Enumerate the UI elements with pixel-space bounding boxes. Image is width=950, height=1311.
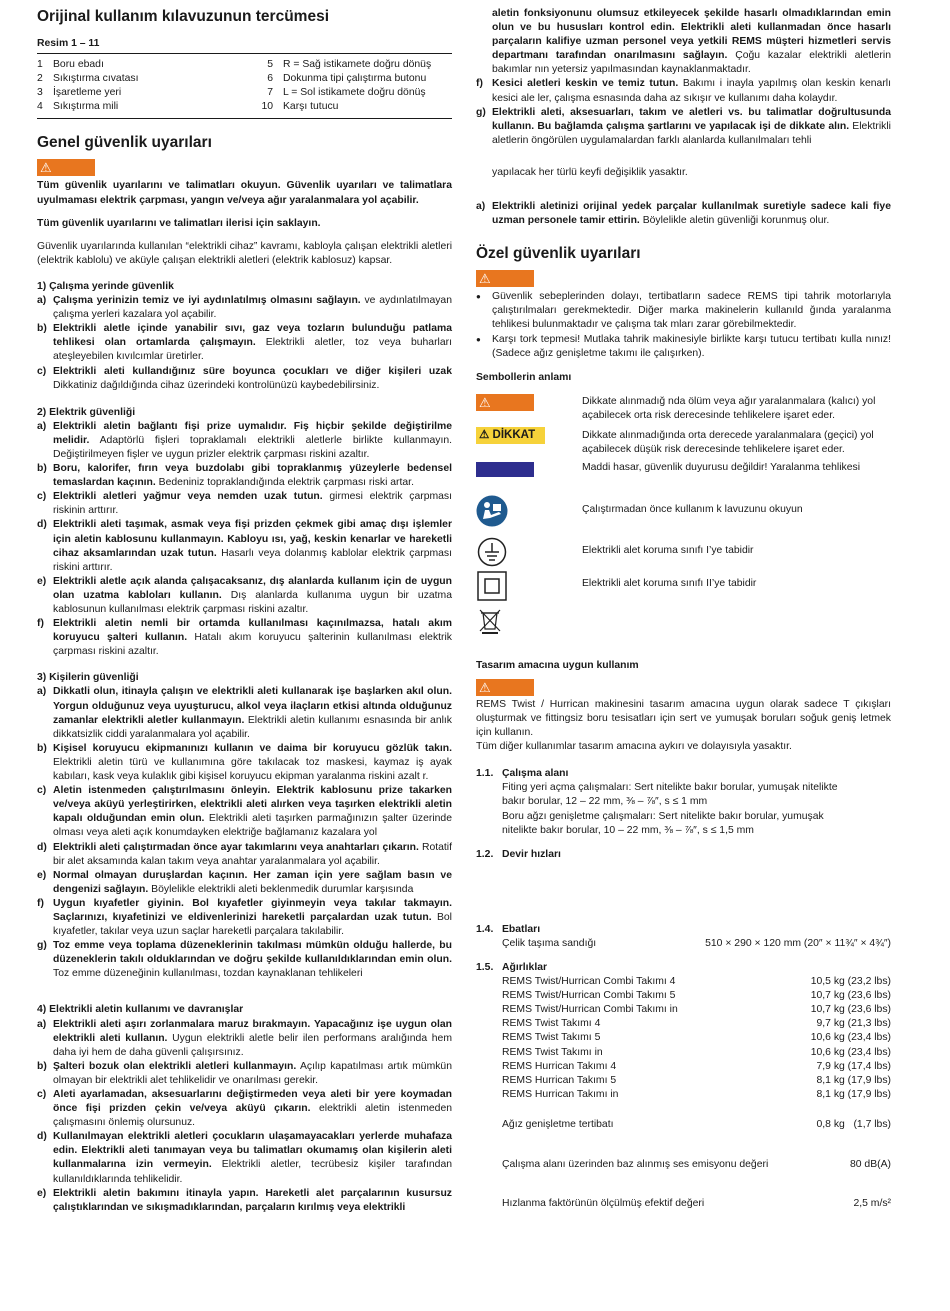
divider xyxy=(37,118,452,119)
item-text: Elektrikli aletin bakımını itinayla yapın. Hareketli alet parçalarının kusursuz çalıştıklarından ve sıkışmadıklarından, parçaların kırılmış veya elektrikli xyxy=(53,1187,452,1213)
spec-1-1: 1.1. Çalışma alanı Fiting yeri açma çalışmaları: Sert nitelikte bakır borular, yumuşak nitelikte bakır borular, 12 – 22 mm, ⅜ – ⅞″, s ≤ 1 mm Boru ağzı genişletme çalışmaları: Sert nitelikte bakır borular, yumuşak nitelikte bakır borular, 10 – 22 mm, ⅜ – ⅞″, s ≤ 1,5 mm xyxy=(476,767,891,837)
list-item xyxy=(476,200,891,228)
list-item xyxy=(37,462,452,490)
weights-table xyxy=(502,975,891,1102)
weight-row: REMS Twist Takımı 5 10,6 kg (23,4 lbs) xyxy=(502,1032,891,1044)
item-marker: e) xyxy=(37,575,47,587)
item-text: Elektrikli aleti taşımak, asmak veya fişi prizden çekmek gibi amaç dışı işlemler için aletin kablosunu kullanmayın. Kabloyu ısı, yağ, keskin kenarlar ve hareketli cihaz aksamlarından uzak tutun. Hasarlı veya dolanmış kablolar elektrik çarpması riskini arttırır. xyxy=(53,519,453,573)
item-marker: c) xyxy=(37,785,47,797)
weight-row: REMS Hurrican Takımı in 8,1 kg (17,9 lbs) xyxy=(502,1088,891,1100)
list-item xyxy=(37,869,452,897)
item-marker: b) xyxy=(37,463,47,475)
figure-legend-item: 4 Sıkıştırma mili xyxy=(37,101,119,113)
intended-use-text-2: Tüm diğer kullanımlar tasarım amacına aykırı ve dolayısıyla yasaktır. xyxy=(476,741,792,753)
right-items xyxy=(476,77,891,147)
symbol-row xyxy=(476,537,891,571)
list-item xyxy=(37,575,452,617)
spec-row: Çelik taşıma sandığı 510 × 290 × 120 mm (20″ × 11¾″ × 4¾″) xyxy=(502,937,891,949)
list-item xyxy=(476,106,891,148)
symbol-desc: Elektrikli alet koruma sınıfı II’ye tabidir xyxy=(582,577,757,589)
item-text: Aletin istenmeden çalıştırılmasını önleyin. Elektrik kablosunu prize takarken ve/veya aküyü yerleştirirken, elektrikli aleti alırken veya taşırken elektrikli aletin kapalı olduğundan emin olun. Elektrikli aleti taşırken parmağınızın şalter üzerinde olması veya aleti açık konumdayken elektriğe bağlamanız kazalara yol xyxy=(53,785,452,839)
item-marker: d) xyxy=(37,1131,47,1143)
general-intro-2: Tüm güvenlik uyarılarını ve talimatları ilerisi için saklayın. xyxy=(37,217,321,229)
divider xyxy=(37,53,452,54)
special-bullets xyxy=(476,290,891,360)
warning-icon: ⚠ xyxy=(479,679,491,695)
item-marker: a) xyxy=(37,420,47,432)
list-item xyxy=(37,617,452,659)
item-text: Elektrikli aletle açık alanda çalışacaksanız, dış alanlarda kullanım için de uygun olan uzatma kabloları kullanın. Dış alanlarda kullanıma uygun bir uzatma kablosunun kullanılması elektrik çarpması riskini azaltır. xyxy=(53,575,452,615)
item-text: Elektrikli aletle içinde yanabilir sıvı, gaz veya tozların bulunduğu patlama tehlikesi olan ortamlarda çalışmayın. Elektrikli aletler, toz veya buharları ateşleyebilen kıvılcımlar üretirler. xyxy=(53,323,452,363)
item-text: Toz emme veya toplama düzeneklerinin takılması mümkün olduğu hallerde, bu düzeneklerin takılı olduklarından ve doğru şekilde kullanıldıklarından emin olun. Toz emme düzeneğinin kullanılması, tozdan kaynaklanan tehlikeleri xyxy=(53,940,452,980)
weight-row: REMS Twist/Hurrican Combi Takımı in 10,7 kg (23,6 lbs) xyxy=(502,1004,891,1016)
item-text: Normal olmayan duruşlardan kaçının. Her zaman için yere sağlam basın ve dengenizi sağlayın. Böylelikle elektrikli aleti beklenmedik durumlar karşısında xyxy=(53,869,452,895)
item-marker: a) xyxy=(37,686,47,698)
symbol-row xyxy=(476,461,891,495)
symbol-row xyxy=(476,571,891,607)
list-item xyxy=(37,518,452,574)
continued-text: aletin fonksiyonunu olumsuz etkileyecek şekilde hasarlı olmadıklarından emin olun ve bu hususları kontrol edin. Elektrikli aleti kullanmadan önce hasarlı parçaların kalifiye uzman personel veya yetkili REMS müşteri hizmetleri servis departmanı tarafından onarılmasını sağlayın. Çoğu kazalar elektrikli aletlerin bakımlar nın yetersiz yapılmasından kaynaklanmaktadır. xyxy=(492,8,891,76)
special-safety-title: Özel güvenlik uyarıları xyxy=(476,245,641,263)
list-item xyxy=(37,742,452,784)
symbol-row xyxy=(476,607,891,637)
weight-row: REMS Hurrican Takımı 5 8,1 kg (17,9 lbs) xyxy=(502,1074,891,1086)
item-text: Kişisel koruyucu ekipmanınızı kullanın ve daima bir koruyucu gözlük takın. Elektrikli aletin türü ve kullanımına göre takılacak toz maskesi, kaymaz iş ayak kabıları, kask veya kulaklık gibi kişisel koruyucu ekipman yaralanma riskini azalt r. xyxy=(53,742,452,783)
item-text: Boru, kalorifer, fırın veya buzdolabı gibi topraklanmış yüzeylerle bedensel temaslardan kaçının. Bedeniniz topraklandığında elektrik çarpması riski artar. xyxy=(53,463,452,489)
list-item xyxy=(37,1187,452,1215)
list-item xyxy=(37,294,452,322)
spec-1-5: 1.5. Ağırlıklar REMS Twist/Hurrican Combi Takımı 4 10,5 kg (23,2 lbs) REMS Twist/Hurrican Combi Takımı 5 10,7 kg (23,6 lbs) REMS Twist/Hurrican Combi Takımı in 10,7 kg (23,6 lbs) REMS Twist Takımı 4 9,7 kg (21,3 lbs) REMS Twist Takımı 5 10,6 kg (23,4 lbs) REMS Twist Takımı in 10,6 kg (23,4 lbs) REMS Hurrican Takımı 4 7,9 kg (17,4 lbs) REMS Hurrican Takımı 5 8,1 kg (17,9 lbs) REMS Hurrican Takımı in 8,1 kg (17,9 lbs) Ağız genişletme tertibatı 0,8 kg (1,7 lbs) Çalışma alanı üzerinden baz alınmış ses emisyonu değeri 80 dB(A) Hızlanma faktörünün ölçülmüş efektif değeri 2,5 m/s² xyxy=(476,961,891,1211)
figure-legend-item: 7 L = Sol istikamete doğru dönüş xyxy=(267,87,426,99)
read-manual-icon xyxy=(476,495,508,527)
continued-line: yapılacak her türlü keyfi değişiklik yasaktır. xyxy=(492,166,688,178)
section-heading: 4) Elektrikli aletin kullanımı ve davranışlar xyxy=(37,1004,244,1016)
section-tool-use xyxy=(37,1003,452,1214)
item-text: Elektrikli aleti çalıştırmadan önce ayar takımlarını veya anahtarları çıkarın. Rotatif bir alet aksamında kalan takım veya anahtar yaralanmalara yol açabilir. xyxy=(53,841,453,867)
item-text: Şalteri bozuk olan elektrikli aletleri kullanmayın. Açılıp kapatılması artık mümkün olmayan bir elektrikli alet tehlikelidir ve onarılması gerekir. xyxy=(53,1060,452,1086)
item-marker: b) xyxy=(37,742,47,754)
weight-row: REMS Twist/Hurrican Combi Takımı 5 10,7 kg (23,6 lbs) xyxy=(502,990,891,1002)
section-heading: 1) Çalışma yerinde güvenlik xyxy=(37,280,174,292)
item-text: Elektrikli aleti kullandığınız süre boyunca çocukları ve diğer kişileri uzak Dikkatiniz dağıldığında cihaz üzerindeki kontrolünüzü kaybedebilirsiniz. xyxy=(53,365,452,391)
list-item xyxy=(37,1088,452,1130)
item-marker: f) xyxy=(37,897,44,909)
item-text: Uygun kıyafetler giyinin. Bol kıyafetler giyinmeyin veya takılar takmayın. Saçlarınızı, kıyafetinizi ve eldivenlerinizi hareketli parçalardan uzak tutun. Bol kıyafetler, takılar veya uzun saçlar hareketli parçalara takılabilir. xyxy=(53,897,452,938)
protection-class-2-icon xyxy=(477,571,507,601)
weight-row: REMS Twist Takımı in 10,6 kg (23,4 lbs) xyxy=(502,1046,891,1058)
weight-row: REMS Hurrican Takımı 4 7,9 kg (17,4 lbs) xyxy=(502,1060,891,1072)
item-marker: f) xyxy=(476,78,483,90)
spec-1-4-title: Ebatları xyxy=(502,923,541,935)
symbol-row xyxy=(476,495,891,537)
item-marker: b) xyxy=(37,323,47,335)
item-text: Çalışma yerinizin temiz ve iyi aydınlatılmış olmasını sağlayın. ve aydınlatılmayan çalışma yerleri kazalara yol açabilir. xyxy=(53,295,452,321)
weight-row: REMS Twist/Hurrican Combi Takımı 4 10,5 kg (23,2 lbs) xyxy=(502,976,891,988)
figure-legend-left xyxy=(37,58,247,114)
service-item xyxy=(476,200,891,228)
spec-line: Fiting yeri açma çalışmaları: Sert nitelikte bakır borular, yumuşak nitelikte xyxy=(502,782,838,794)
intended-use-text: REMS Twist / Hurrican makinesini tasarım amacına uygun olarak sadece T çıkışları oluşturmak ve fittingsiz boru tesisatları için sert ve yumuşak boruları soğuk geniş letmek için kullanın. xyxy=(476,698,891,739)
item-text: Elektrikli aleti aşırı zorlanmalara maruz bırakmayın. Yapacağınız işe uygun olan elektrikli aleti kullanın. Uygun elektrikli aletle belir ilen performans aralığında hem daha iyi hem de daha güvenli çalışırsınız. xyxy=(53,1018,452,1058)
caution-badge: ⚠ DİKKAT xyxy=(476,427,545,444)
spec-line: bakır borular, 12 – 22 mm, ⅜ – ⅞″, s ≤ 1 mm xyxy=(502,796,708,808)
symbol-desc: Dikkate alınmadığ nda ölüm veya ağır yaralanmalara (kalıcı) yol açabilecek orta risk derecesinde tehlikelere işaret eder. xyxy=(582,395,876,421)
page-title: Orijinal kullanım kılavuzunun tercümesi xyxy=(37,8,329,25)
list-item xyxy=(37,1130,452,1186)
spec-1-2: 1.2. Devir hızları xyxy=(476,848,891,862)
figure-legend-item: 3 İşaretleme yeri xyxy=(37,87,122,99)
symbols-title: Sembollerin anlamı xyxy=(476,371,572,383)
list-item xyxy=(37,365,452,393)
spec-1-1-title: Çalışma alanı xyxy=(502,768,569,780)
item-marker: a) xyxy=(37,295,47,307)
warning-badge xyxy=(476,679,891,697)
list-item xyxy=(37,1060,452,1088)
item-text: Elektrikli aletinizi orijinal yedek parçalar kullanılmak suretiyle sadece kali fiye uzman personele tamir ettirin. Böylelikle aletin güvenliği korunmuş olur. xyxy=(492,201,891,227)
item-marker: g) xyxy=(37,940,47,952)
item-text: Aleti ayarlamadan, aksesuarlarını değiştirmeden veya aleti bir yere koymadan önce fişi prizden çekin ve/veya aküyü çıkarın. elektrikli aletin istenmeden çalışmasını önlemiş olursunuz. xyxy=(53,1089,452,1129)
symbol-desc: Çalıştırmadan önce kullanım k lavuzunu okuyun xyxy=(582,503,803,515)
item-marker: c) xyxy=(37,491,47,503)
warning-badge xyxy=(476,270,891,288)
symbol-row xyxy=(476,393,891,427)
symbol-desc: Elektrikli alet koruma sınıfı I’ye tabidir xyxy=(582,544,754,556)
list-item xyxy=(37,897,452,939)
spec-1-4: 1.4. Ebatları Çelik taşıma sandığı 510 × 290 × 120 mm (20″ × 11¾″ × 4¾″) xyxy=(476,923,891,951)
item-text: Kullanılmayan elektrikli aletleri çocukların ulaşamayacakları yerlerde muhafaza edin. Elektrikli aleti tanımayan veya bu talimatları okumamış olan kişilerin aleti kullanmalarına izin vermeyin. Elektrikli aletler, tecrübesiz kişiler tarafından kullanıldıklarında tehlikelidir. xyxy=(53,1131,453,1185)
item-text: Elektrikli aletin nemli bir ortamda kullanılması kaçınılmazsa, hatalı akım koruyucu şalteri kullanın. Hatalı akım koruyucu şalterinin kullanılması elektrik çarpması riskini azaltır. xyxy=(53,618,452,658)
item-marker: g) xyxy=(476,106,486,118)
spec-line: nitelikte bakır borular, 10 – 22 mm, ⅜ – ⅞″, s ≤ 1,5 mm xyxy=(502,824,754,836)
list-item xyxy=(37,1018,452,1060)
item-marker: a) xyxy=(37,1018,47,1030)
spec-line: Boru ağzı genişletme çalışmaları: Sert nitelikte bakır borular, yumuşak xyxy=(502,810,824,822)
item-marker: e) xyxy=(37,869,47,881)
list-item xyxy=(37,490,452,518)
section-heading: 2) Elektrik güvenliği xyxy=(37,406,136,418)
symbol-desc: Maddi hasar, güvenlik duyurusu değildir! Yaralanma tehlikesi xyxy=(582,461,861,473)
figure-legend-item: 5 R = Sağ istikamete doğru dönüş xyxy=(267,59,432,71)
item-text: Dikkatli olun, itinayla çalışın ve elektrikli aleti kullanarak işe başlarken akıl olun. Yorgun olduğunuz veya uyuşturucu, alkol veya ilaçların etkisi altında olduğunuz zamanlar elektrikli aletler kullanmayın. Elektrikli aletin kullanımı esnasında bir anlık dikkatsizlik ciddi yaralanmalara yol açabilir. xyxy=(53,686,452,740)
item-text: Kesici aletleri keskin ve temiz tutun. Bakımı i inayla yapılmış olan keskin kenarlı kesici ale ler, çalışma esnasında daha az sıkışır ve kullanımı daha kolaydır. xyxy=(492,78,891,104)
figure-legend-right xyxy=(247,58,452,114)
item-marker: d) xyxy=(37,841,47,853)
figure-legend-item: 6 Dokunma tipi çalıştırma butonu xyxy=(267,73,427,85)
item-marker: b) xyxy=(37,1060,47,1072)
spec-1-5-title: Ağırlıklar xyxy=(502,962,548,973)
list-item xyxy=(37,784,452,840)
symbols-table xyxy=(476,393,891,637)
general-intro-3: Güvenlik uyarılarında kullanılan “elektrikli cihaz” kavramı, kabloyla çalışan elektrikli aletleri (elektrik kablolu) ve aküyle çalışan elektrikli aletleri (elektrik kablosuz) kapsar. xyxy=(37,240,452,266)
item-marker: d) xyxy=(37,519,47,531)
spec-row: Ağız genişletme tertibatı 0,8 kg (1,7 lbs) xyxy=(502,1118,891,1130)
right-column xyxy=(476,0,891,1211)
item-text: Elektrikli aleti, aksesuarları, takım ve aletleri vs. bu talimatlar doğrultusunda kullanın. Bu bağlamda çalışma şartlarını ve yapılacak işi de dikkate alın. Elektrikli aletlerin öngörülen uygulamalardan farklı alanlarda kullanılmaları tehli xyxy=(492,106,891,146)
section-electrical xyxy=(37,406,452,660)
figure-legend xyxy=(37,58,452,114)
section-heading: 3) Kişilerin güvenliği xyxy=(37,672,139,684)
general-intro-1: Tüm güvenlik uyarılarını ve talimatları okuyun. Güvenlik uyarıları ve talimatlara uyulmaması elektrik çarpması, yangın ve/veya ağır yaralanmalara yol açabilir. xyxy=(37,180,452,206)
list-item xyxy=(37,420,452,462)
list-item xyxy=(37,841,452,869)
figure-legend-item: 1 Boru ebadı xyxy=(37,59,104,71)
section-personal xyxy=(37,671,452,981)
item-marker: c) xyxy=(37,365,47,377)
intended-use-title: Tasarım amacına uygun kullanım xyxy=(476,659,639,671)
warning-icon: ⚠ xyxy=(479,271,491,287)
spec-1-2-title: Devir hızları xyxy=(502,848,561,860)
item-marker: f) xyxy=(37,618,44,630)
weight-row: REMS Twist Takımı 4 9,7 kg (21,3 lbs) xyxy=(502,1018,891,1030)
spec-row: Hızlanma faktörünün ölçülmüş efektif değeri 2,5 m/s² xyxy=(502,1198,891,1210)
warning-badge xyxy=(37,159,452,177)
spec-row: Çalışma alanı üzerinden baz alınmış ses emisyonu değeri 80 dB(A) xyxy=(502,1159,891,1171)
section-work-area xyxy=(37,280,452,393)
list-item xyxy=(37,685,452,741)
list-item xyxy=(476,77,891,105)
warning-icon: ⚠ xyxy=(479,394,491,410)
symbol-row xyxy=(476,427,891,461)
general-safety-title: Genel güvenlik uyarıları xyxy=(37,134,212,152)
bullet-item: ● Karşı tork tepmesi! Mutlaka tahrik makinesiyle birlikte karşı tutucu tertibatı kulla nınız! (Sadece ağız genişletme takımı ile çalışırken). xyxy=(476,333,891,359)
protection-class-1-icon xyxy=(477,537,507,567)
warning-icon: ⚠ xyxy=(40,160,52,176)
item-marker: c) xyxy=(37,1089,47,1100)
figure-heading: Resim 1 – 11 xyxy=(37,38,100,49)
figure-legend-item: 10 Karşı tutucu xyxy=(261,101,339,113)
item-marker: a) xyxy=(476,201,486,213)
weee-bin-icon xyxy=(478,607,502,635)
list-item xyxy=(37,322,452,364)
figure-legend-item: 2 Sıkıştırma cıvatası xyxy=(37,73,139,85)
item-text: Elektrikli aletleri yağmur veya nemden uzak tutun. girmesi elektrik çarpması riskinin arttırır. xyxy=(53,491,453,517)
left-column xyxy=(37,0,452,1215)
item-marker: e) xyxy=(37,1187,47,1199)
bullet-item: ● Güvenlik sebeplerinden dolayı, tertibatların sadece REMS tipi tahrik motorlarıyla çalıştırılmaları gerekmektedir. Diğer marka makinelerin kullanıld ğında yaralanma tehlikesi bulunmaktadır ve çalışma tak mları zarar görebilmektedir. xyxy=(476,291,891,331)
notice-badge xyxy=(476,462,534,477)
list-item xyxy=(37,939,452,981)
symbol-desc: Dikkate alınmadığında orta derecede yaralanmalara (geçici) yol açabilecek düşük risk derecesinde tehlikelere işaret eder. xyxy=(582,429,874,455)
item-text: Elektrikli aletin bağlantı fişi prize uymalıdır. Fiş hiçbir şekilde değiştirilme melidir. Adaptörlü fişleri topraklamalı elektrikli aletlerle birlikte kullanmayın. Değiştirilmeyen fişler ve uygun prizler elektrik çarpması riskini azaltır. xyxy=(53,420,452,460)
